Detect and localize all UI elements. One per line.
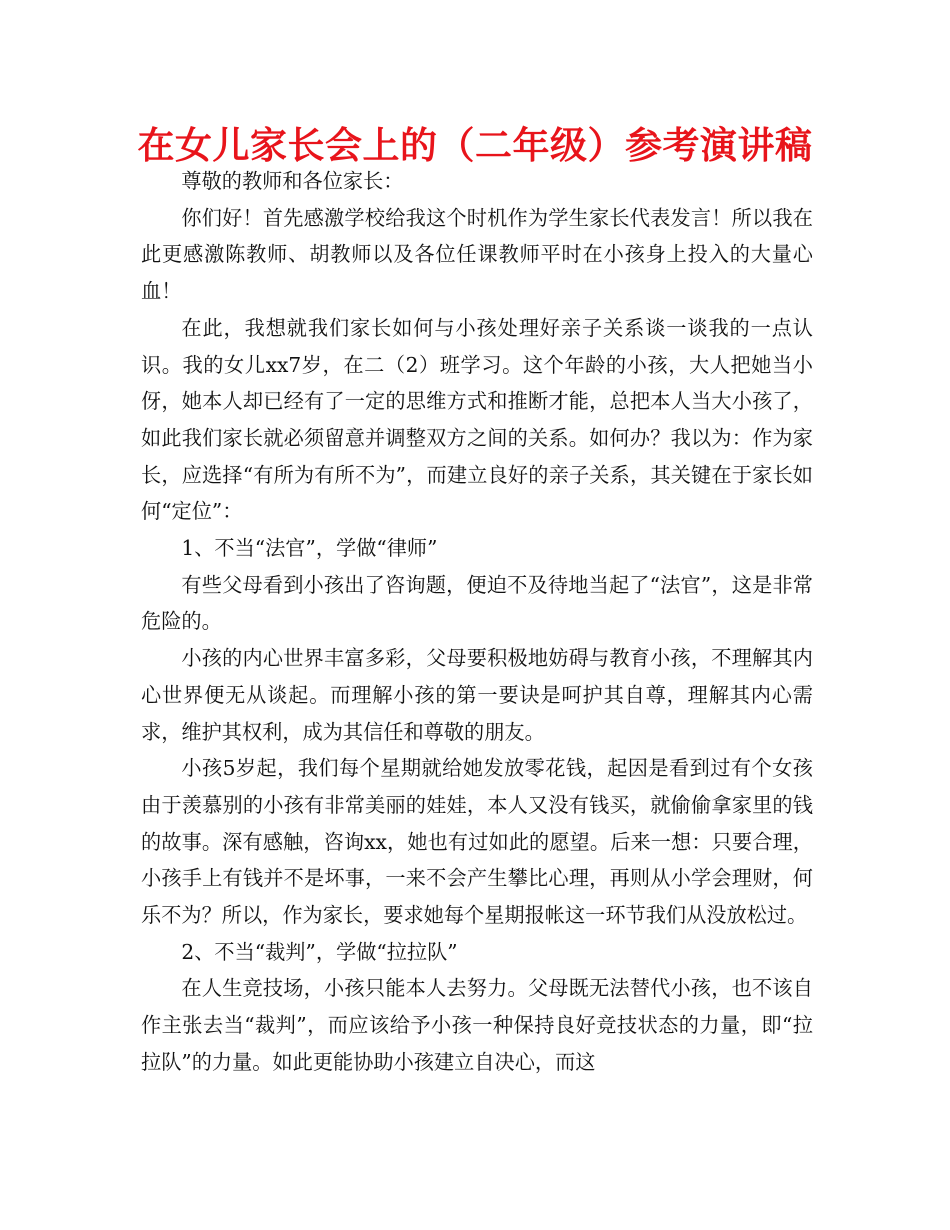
body-paragraph: 你们好！首先感激学校给我这个时机作为学生家长代表发言！所以我在此更感激陈教师、胡教师以及各位任课教师平时在小孩身上投入的大量心血！ <box>141 205 813 304</box>
body-paragraph: 小孩5岁起，我们每个星期就给她发放零花钱，起因是看到过有个女孩由于羡慕别的小孩有非常美丽的娃娃，本人又没有钱买，就偷偷拿家里的钱的故事。深有感触，咨询xx，她也有过如此的愿望。后来一想：只要合理，小孩手上有钱并不是坏事，一来不会产生攀比心理，再则从小学会理财，何乐不为？所以，作为家长，要求她每个星期报帐这一环节我们从没放松过。 <box>141 756 813 928</box>
document-body <box>141 163 813 1081</box>
body-paragraph: 小孩的内心世界丰富多彩，父母要积极地妨碍与教育小孩，不理解其内心世界便无从谈起。而理解小孩的第一要诀是呵护其自尊，理解其内心需求，维护其权利，成为其信任和尊敬的朋友。 <box>141 646 813 744</box>
section-heading: 1、不当“法官”，学做“律师” <box>181 536 438 561</box>
salutation-paragraph: 尊敬的教师和各位家长： <box>181 169 404 193</box>
section-heading: 2、不当“裁判”，学做“拉拉队” <box>181 939 458 964</box>
body-paragraph: 在此，我想就我们家长如何与小孩处理好亲子关系谈一谈我的一点认识。我的女儿xx7岁，在二（2）班学习。这个年龄的小孩，大人把她当小伢，她本人却已经有了一定的思维方式和推断才能，总把本人当大小孩了，如此我们家长就必须留意并调整双方之间的关系。如何办？我以为：作为家长，应选择“有所为有所不为”，而建立良好的亲子关系，其关键在于家长如何“定位”： <box>141 315 813 524</box>
body-paragraph: 有些父母看到小孩出了咨询题，便迫不及待地当起了“法官”，这是非常危险的。 <box>141 572 813 634</box>
document-title: 在女儿家长会上的（二年级）参考演讲稿 <box>137 124 813 167</box>
body-paragraph: 在人生竞技场，小孩只能本人去努力。父母既无法替代小孩，也不该自作主张去当“裁判”，而应该给予小孩一种保持良好竞技状态的力量，即“拉拉队”的力量。如此更能协助小孩建立自决心，而这 <box>141 976 813 1074</box>
